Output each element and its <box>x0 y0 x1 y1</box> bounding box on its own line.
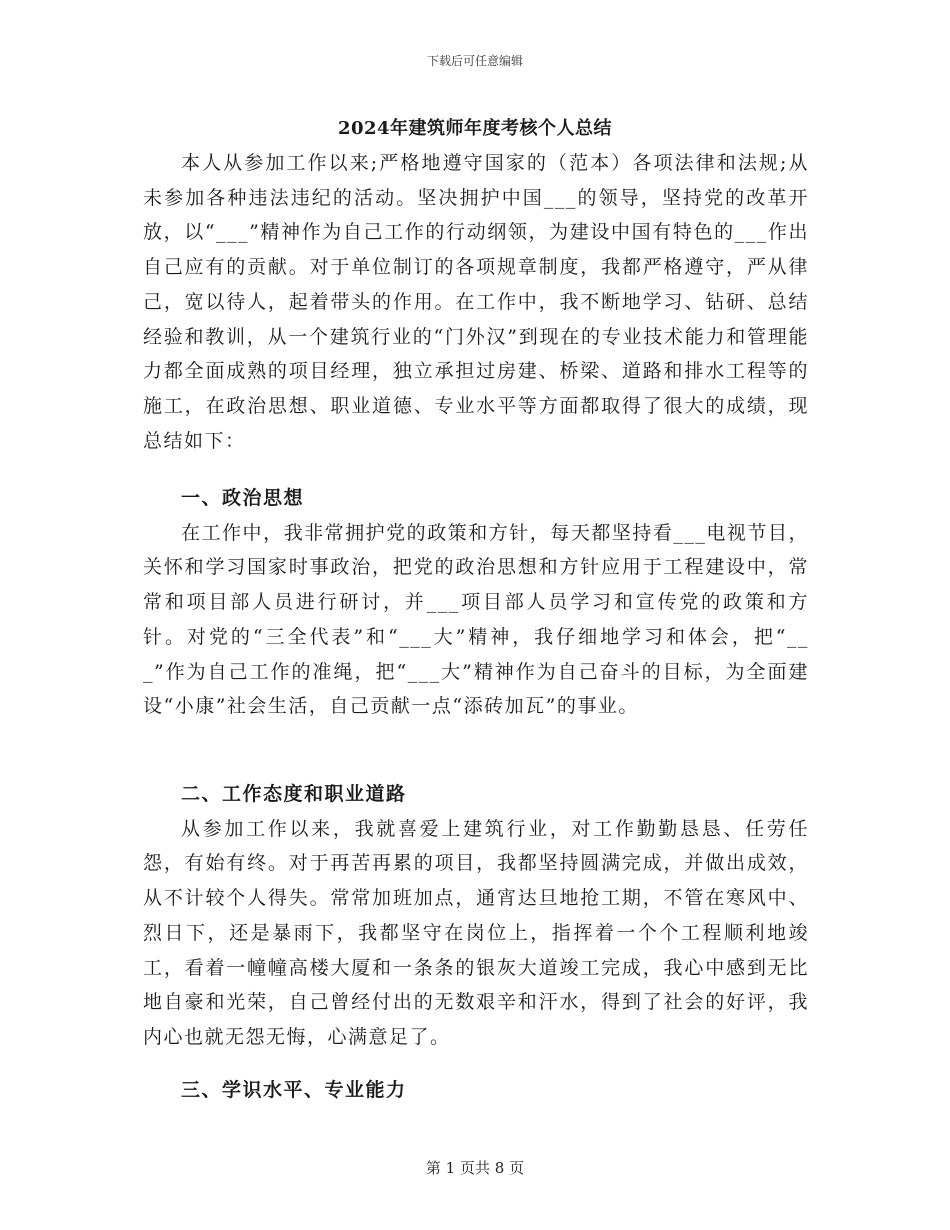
intro-block <box>143 146 809 458</box>
section-knowledge <box>143 1073 809 1108</box>
section-heading-knowledge: 三、学识水平、专业能力 <box>181 1079 407 1101</box>
section-political <box>143 481 809 724</box>
section-heading-political: 一、政治思想 <box>181 487 305 509</box>
intro-paragraph: 本人从参加工作以来;严格地遵守国家的（范本）各项法律和法规;从未参加各种违法违纪的活动。坚决拥护中国___的领导，坚持党的改革开放，以“___”精神作为自己工作的行动纲领，为建设中国有特色的___作出自己应有的贡献。对于单位制订的各项规章制度，我都严格遵守，严从律己，宽以待人，起着带头的作用。在工作中，我不断地学习、钻研、总结经验和教训，从一个建筑行业的“门外汉”到现在的专业技术能力和管理能力都全面成熟的项目经理，独立承担过房建、桥梁、道路和排水工程等的施工，在政治思想、职业道德、专业水平等方面都取得了很大的成绩，现总结如下： <box>143 152 809 452</box>
section-heading-attitude: 二、工作态度和职业道路 <box>181 783 407 805</box>
section-paragraph-political: 在工作中，我非常拥护党的政策和方针，每天都坚持看___电视节目，关怀和学习国家时事政治，把党的政治思想和方针应用于工程建设中，常常和项目部人员进行研讨，并___项目部人员学习和宣传党的政策和方针。对党的“三全代表”和“___大”精神，我仔细地学习和体会，把“___”作为自己工作的准绳，把“___大”精神作为自己奋斗的目标，为全面建设“小康”社会生活，自己贡献一点“添砖加瓦”的事业。 <box>143 521 809 718</box>
document-title: 2024年建筑师年度考核个人总结 <box>337 118 613 139</box>
page-number: 第 1 页共 8 页 <box>425 1159 525 1177</box>
section-attitude <box>143 777 809 1055</box>
header-note: 下载后可任意编辑 <box>426 54 523 68</box>
section-paragraph-attitude: 从参加工作以来，我就喜爱上建筑行业，对工作勤勤恳恳、任劳任怨，有始有终。对于再苦再累的项目，我都坚持圆满完成，并做出成效，从不计较个人得失。常常加班加点，通宵达旦地抢工期，不管在寒风中、烈日下，还是暴雨下，我都坚守在岗位上，指挥着一个个工程顺利地竣工，看着一幢幢高楼大厦和一条条的银灰大道竣工完成，我心中感到无比地自豪和光荣，自己曾经付出的无数艰辛和汗水，得到了社会的好评，我内心也就无怨无悔，心满意足了。 <box>143 817 809 1048</box>
